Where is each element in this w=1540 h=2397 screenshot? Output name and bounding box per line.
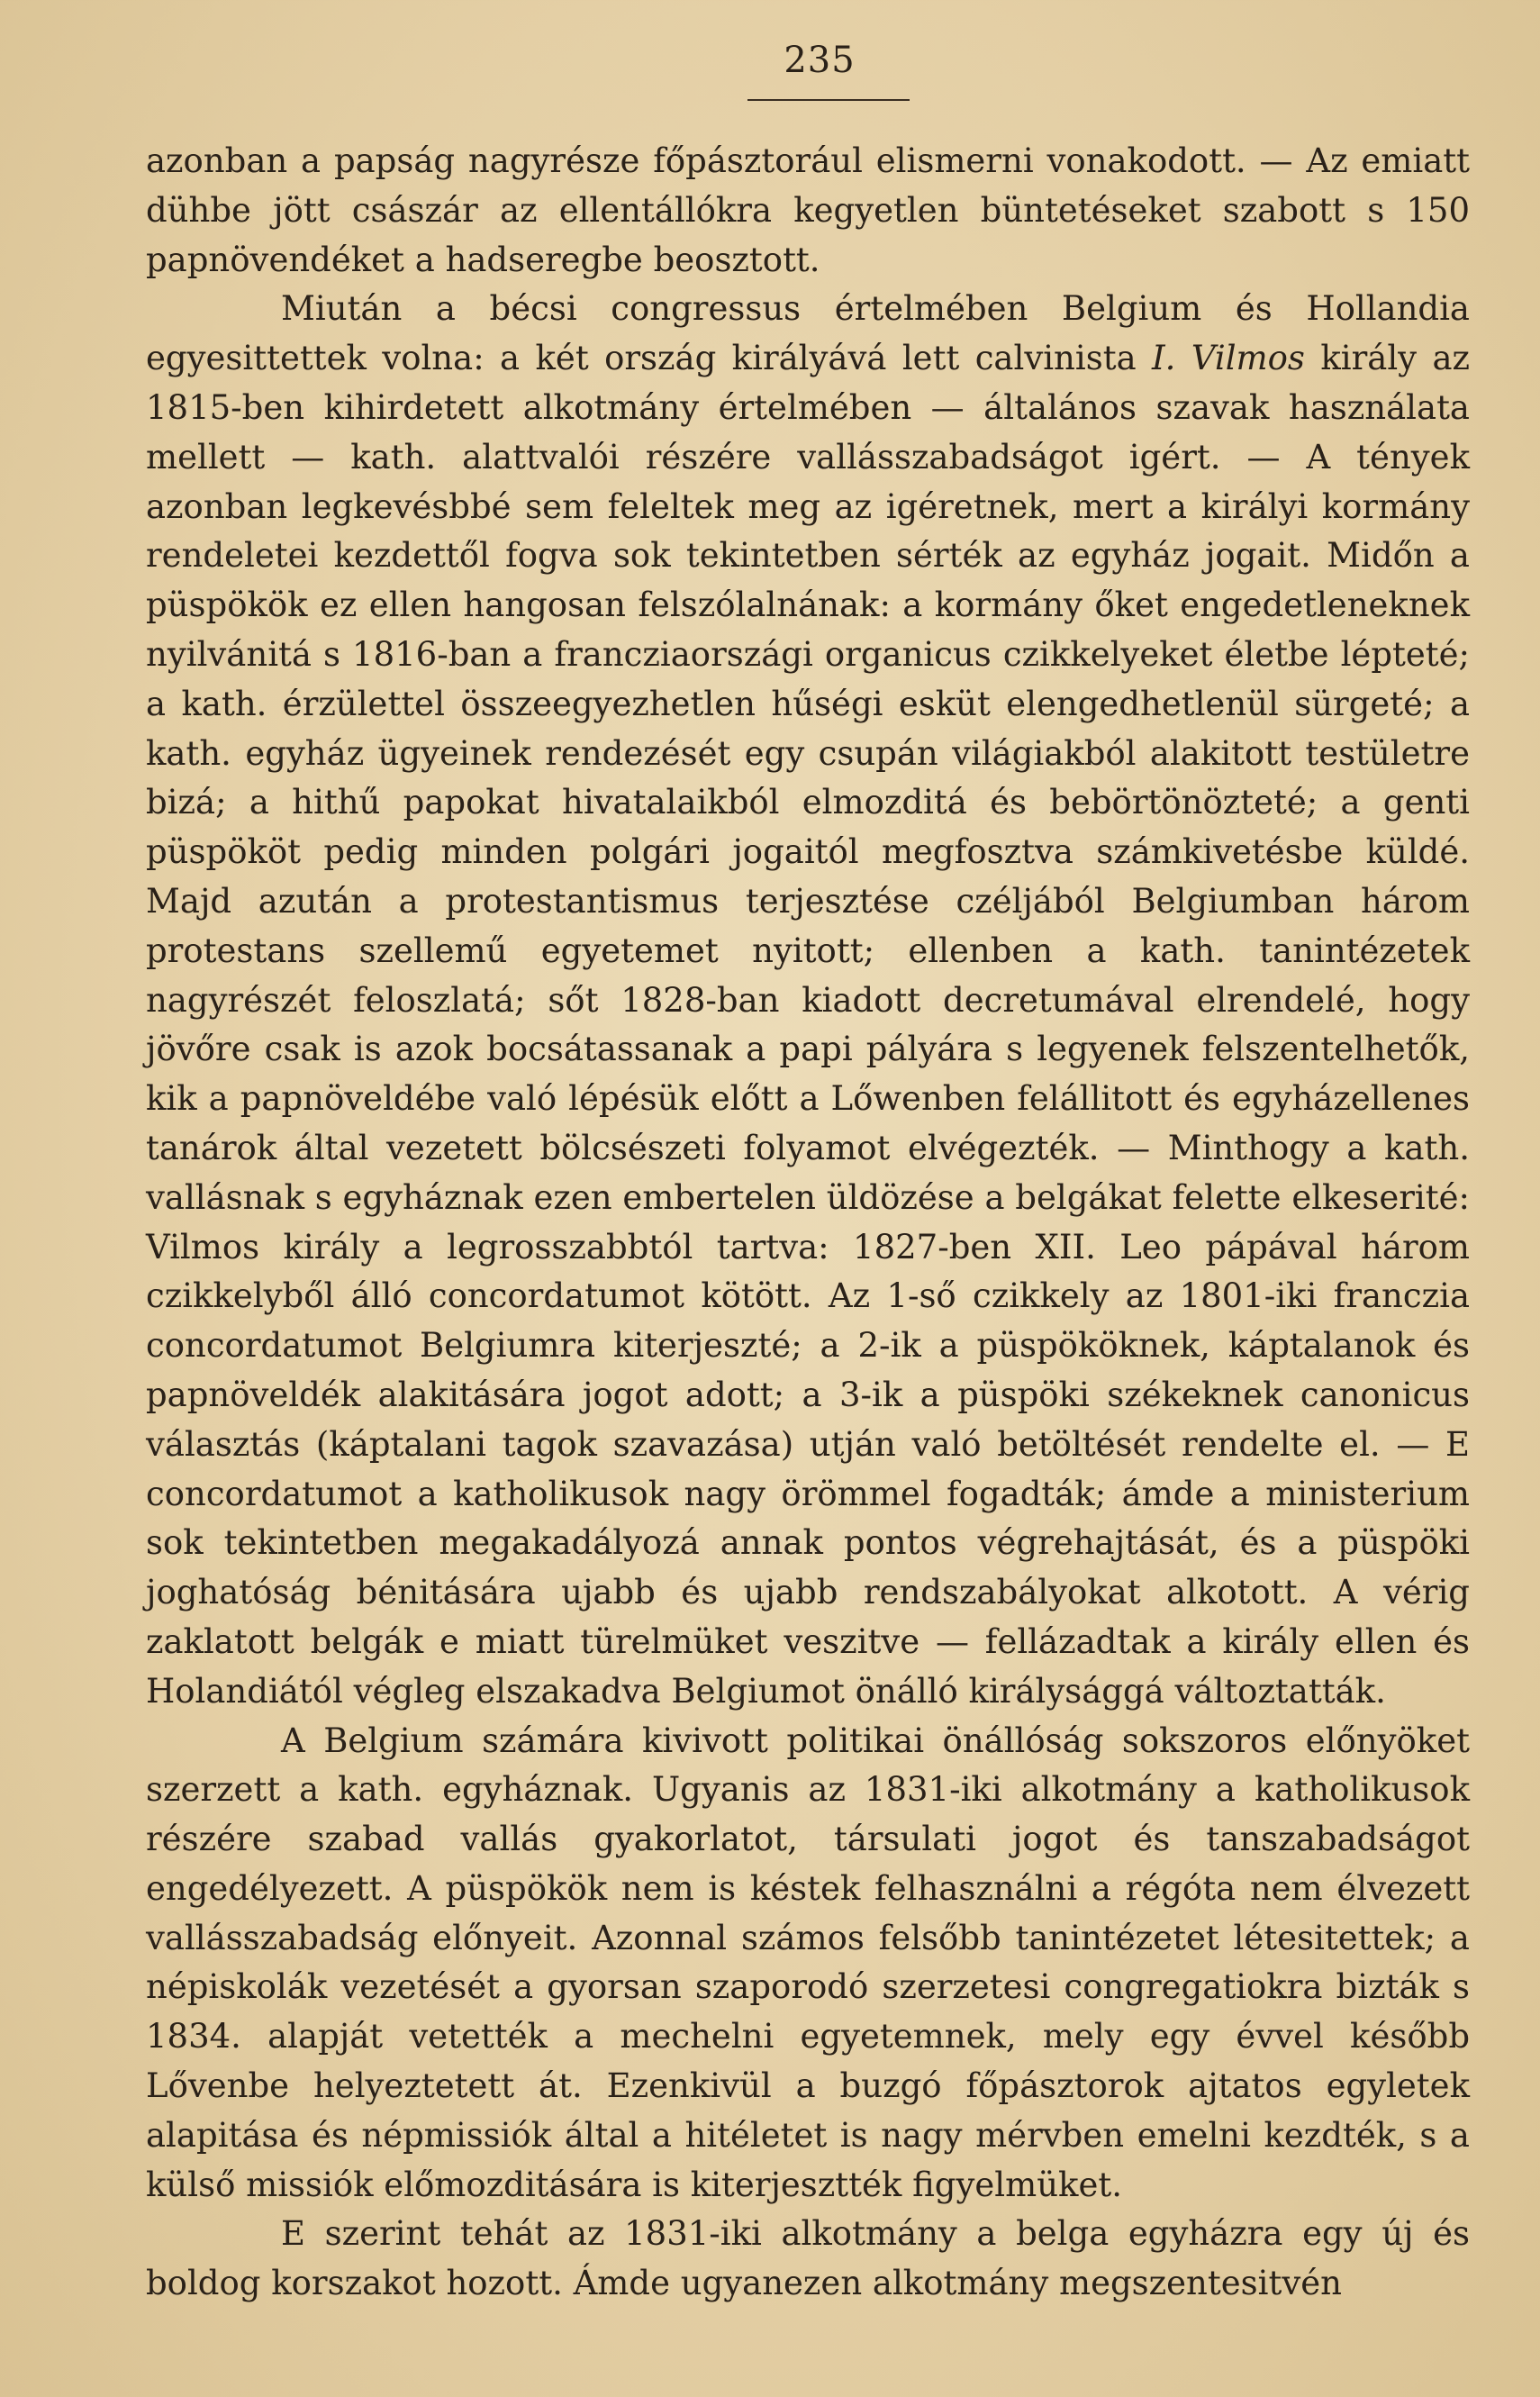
- paragraph-1: [146, 137, 1470, 285]
- paragraph-3: [146, 1717, 1470, 2211]
- paragraph-1-text: azonban a papság nagyrésze főpásztorául elismerni vonakodott. — Az emiatt dühbe jött császár az ellentállókra kegyetlen büntetéseket szabott s 150 papnövendéket a hadseregbe beosztott.: [146, 141, 1470, 279]
- page-number: 235: [784, 40, 856, 81]
- body-text: [146, 137, 1470, 2309]
- paragraph-3-text: A Belgium számára kivivott politikai önállóság sokszoros előnyöket szerzett a kath. egyháznak. Ugyanis az 1831-iki alkotmány a katholikusok részére szabad vallás gyakorlatot, társulati jogot és tanszabadságot engedélyezett. A püspökök nem is késtek felhasználni a régóta nem élvezett vallásszabadság előnyeit. Azonnal számos felsőbb tanintézetet létesitettek; a népiskolák vezetését a gyorsan szaporodó szerzetesi congregatiokra bizták s 1834. alapját vetették a mechelni egyetemnek, mely egy évvel később Lővenbe helyeztetett át. Ezenkivül a buzgó főpásztorok ajtatos egyletek alapitása és népmissiók által a hitéletet is nagy mérvben emelni kezdték, s a külső missiók előmozditására is kiterjesztték figyelmüket.: [146, 1721, 1470, 2204]
- paragraph-4-text: E szerint tehát az 1831-iki alkotmány a belga egyházra egy új és boldog korszakot hozott. Ámde ugyanezen alkotmány megszentesitvén: [146, 2214, 1470, 2303]
- paragraph-4: [146, 2210, 1470, 2309]
- paragraph-2-text-a: Miután a bécsi congressus értelmében Belgium és Hollandia egyesittettek volna: a két ország királyává lett calvinista: [146, 289, 1470, 378]
- paragraph-2: [146, 285, 1470, 1716]
- page-number-rule: [747, 99, 910, 101]
- paragraph-2-italic-name: I. Vilmos: [1152, 339, 1305, 378]
- paragraph-2-text-b: király az 1815-ben kihirdetett alkotmány értelmében — általános szavak használata mellett — kath. alattvalói részére vallásszabadságot igért. — A tények azonban legkevésbbé sem feleltek meg az igéretnek, mert a királyi kormány rendeletei kezdettől fogva sok tekintetben sérték az egyház jogait. Midőn a püspökök ez ellen hangosan felszólalnának: a kormány őket engedetleneknek nyilvánitá s 1816-ban a francziaországi organicus czikkelyeket életbe lépteté; a kath. érzülettel összeegyezhetlen hűségi esküt elengedhetlenül sürgeté; a kath. egyház ügyeinek rendezését egy csupán világiakból alakitott testületre bizá; a hithű papokat hivatalaikból elmozditá és bebörtönözteté; a genti püspököt pedig minden polgári jogaitól megfosztva számkivetésbe küldé. Majd azután a protestantismus terjesztése czéljából Belgiumban három protestans szellemű egyetemet nyitott; ellenben a kath. tanintézetek nagyrészét feloszlatá; sőt 1828-ban kiadott decretumával elrendelé, hogy jövőre csak is azok bocsátassanak a papi pályára s legyenek felszentelhetők, kik a papnöveldébe való lépésük előtt a Lőwenben felállitott és egyházellenes tanárok által vezetett bölcsészeti folyamot elvégezték. — Minthogy a kath. vallásnak s egyháznak ezen embertelen üldözése a belgákat felette elkeserité: Vilmos király a legrosszabbtól tartva: 1827-ben XII. Leo pápával három czikkelyből álló concordatumot kötött. Az 1-ső czikkely az 1801-iki franczia concordatumot Belgiumra kiterjeszté; a 2-ik a püspököknek, káptalanok és papnöveldék alakitására jogot adott; a 3-ik a püspöki székeknek canonicus választás (káptalani tagok szavazása) utján való betöltését rendelte el. — E concordatumot a katholikusok nagy örömmel fogadták; ámde a ministerium sok tekintetben megakadályozá annak pontos végrehajtását, és a püspöki joghatóság bénitására ujabb és ujabb rendszabályokat alkotott. A vérig zaklatott belgák e miatt türelmüket veszitve — fellázadtak a király ellen és Holandiától végleg elszakadva Belgiumot önálló királysággá változtatták.: [146, 339, 1471, 1711]
